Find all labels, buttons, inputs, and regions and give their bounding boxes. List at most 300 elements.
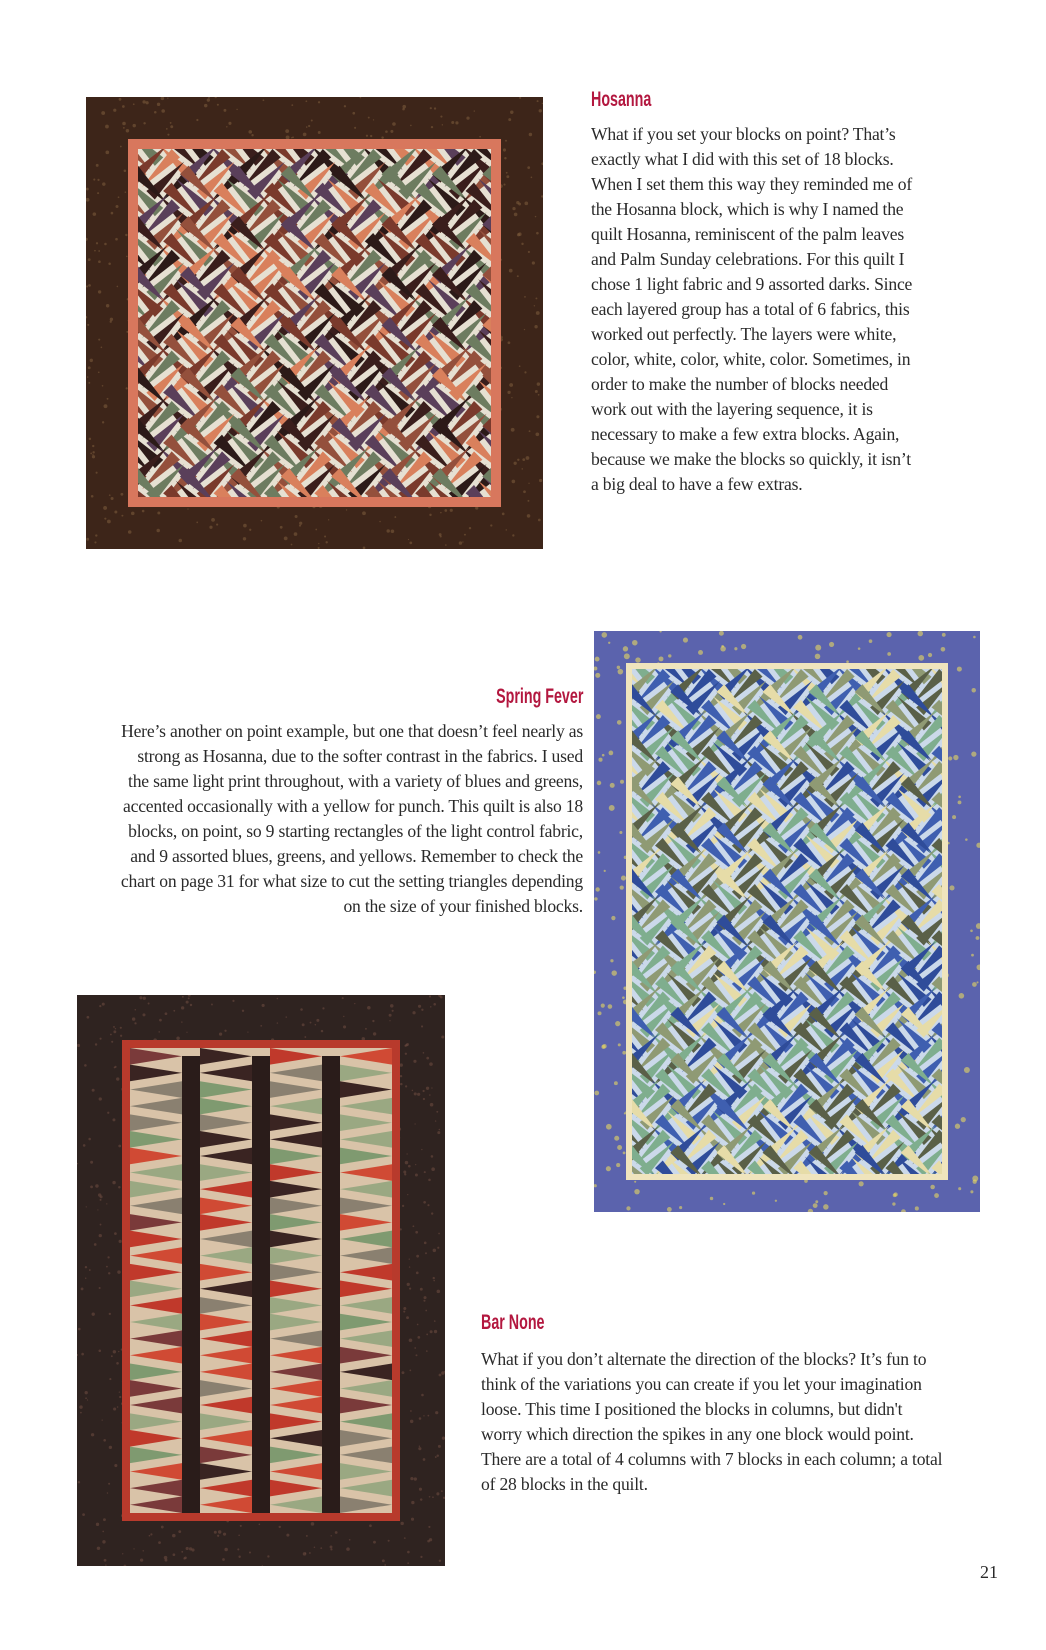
fabric-dot <box>103 506 107 510</box>
fabric-dot <box>407 1551 410 1554</box>
fabric-dot <box>416 1255 419 1258</box>
fabric-dot <box>279 1526 281 1528</box>
fabric-dot <box>125 191 127 193</box>
fabric-dot <box>318 543 319 544</box>
fabric-dot <box>596 887 600 891</box>
fabric-dot <box>528 251 530 253</box>
fabric-dot <box>277 998 279 1000</box>
fabric-dot <box>86 1206 87 1207</box>
fabric-dot <box>128 530 132 534</box>
fabric-dot <box>752 1192 755 1195</box>
fabric-dot <box>893 1193 897 1197</box>
paragraph-line: What if you don’t alternate the direction of the blocks? It’s fun to <box>481 1349 927 1369</box>
fabric-dot <box>186 1001 189 1004</box>
fabric-dot <box>527 500 529 502</box>
fabric-dot <box>423 1052 425 1054</box>
fabric-dot <box>614 1136 619 1141</box>
fabric-dot <box>635 657 640 662</box>
fabric-dot <box>87 376 89 378</box>
fabric-dot <box>594 1091 599 1096</box>
fabric-dot <box>126 256 128 258</box>
fabric-dot <box>83 1144 86 1147</box>
fabric-dot <box>366 135 368 137</box>
fabric-dot <box>535 432 539 436</box>
fabric-dot <box>411 1501 414 1504</box>
fabric-dot <box>506 529 508 531</box>
fabric-dot <box>97 192 99 194</box>
fabric-dot <box>243 524 247 528</box>
fabric-dot <box>232 1000 234 1002</box>
fabric-dot <box>320 1547 322 1549</box>
fabric-dot <box>315 1024 316 1025</box>
fabric-dot <box>120 146 122 148</box>
paragraph-line: and Palm Sunday celebrations. For this quilt I <box>591 249 905 269</box>
fabric-dot <box>538 394 540 396</box>
fabric-dot <box>92 1089 95 1092</box>
fabric-dot <box>416 1354 418 1356</box>
fabric-dot <box>87 1399 88 1400</box>
fabric-dot <box>429 1094 431 1096</box>
fabric-dot <box>407 1194 408 1195</box>
fabric-dot <box>623 1152 626 1155</box>
fabric-dot <box>407 1562 409 1564</box>
paragraph-line: When I set them this way they reminded me of <box>591 174 912 194</box>
fabric-dot <box>224 109 227 112</box>
fabric-dot <box>423 1098 425 1100</box>
fabric-dot <box>502 513 505 516</box>
fabric-dot <box>445 544 447 546</box>
fabric-dot <box>433 1003 436 1006</box>
fabric-dot <box>405 1085 407 1087</box>
fabric-dot <box>413 1060 416 1063</box>
fabric-dot <box>438 1445 441 1448</box>
fabric-dot <box>536 415 539 418</box>
fabric-dot <box>429 995 431 997</box>
fabric-dot <box>111 497 114 500</box>
fabric-dot <box>431 1087 432 1088</box>
fabric-dot <box>606 1166 611 1171</box>
fabric-dot <box>976 981 978 983</box>
fabric-dot <box>318 101 320 103</box>
fabric-dot <box>90 359 93 362</box>
fabric-dot <box>110 321 112 323</box>
fabric-dot <box>535 297 537 299</box>
fabric-dot <box>442 124 443 125</box>
fabric-dot <box>179 539 183 543</box>
fabric-dot <box>277 1022 278 1023</box>
fabric-dot <box>415 1231 418 1234</box>
fabric-dot <box>238 1556 240 1558</box>
fabric-dot <box>92 445 94 447</box>
quilt-sashing-bar <box>322 1056 340 1513</box>
fabric-dot <box>117 1270 120 1273</box>
fabric-dot <box>101 111 105 115</box>
fabric-dot <box>181 1021 182 1022</box>
fabric-dot <box>466 116 469 119</box>
fabric-dot <box>813 1203 818 1208</box>
fabric-dot <box>119 1396 121 1398</box>
fabric-dot <box>683 638 688 643</box>
fabric-dot <box>142 1013 145 1016</box>
fabric-dot <box>608 1004 613 1009</box>
fabric-dot <box>887 652 891 656</box>
fabric-dot <box>119 1391 120 1392</box>
fabric-dot <box>217 104 219 106</box>
fabric-dot <box>384 1564 386 1566</box>
fabric-dot <box>421 1149 422 1150</box>
fabric-dot <box>419 1417 422 1420</box>
fabric-dot <box>430 107 432 109</box>
fabric-dot <box>106 1203 107 1204</box>
fabric-dot <box>102 1531 104 1533</box>
fabric-dot <box>86 188 89 191</box>
fabric-dot <box>952 815 956 819</box>
fabric-dot <box>422 1090 424 1092</box>
fabric-dot <box>400 1522 403 1525</box>
fabric-dot <box>632 640 638 646</box>
fabric-dot <box>314 1546 316 1548</box>
fabric-dot <box>95 1184 98 1187</box>
fabric-dot <box>418 1447 421 1450</box>
fabric-dot <box>958 795 961 798</box>
fabric-dot <box>409 541 412 544</box>
fabric-dot <box>98 290 101 293</box>
fabric-dot <box>409 1338 413 1342</box>
fabric-dot <box>390 1004 393 1007</box>
fabric-dot <box>97 1209 98 1210</box>
fabric-dot <box>81 1353 84 1356</box>
fabric-dot <box>433 1249 436 1252</box>
fabric-dot <box>131 512 135 516</box>
fabric-dot <box>409 1370 411 1372</box>
fabric-dot <box>429 1538 432 1541</box>
fabric-dot <box>105 1564 106 1565</box>
fabric-dot <box>434 107 436 109</box>
fabric-dot <box>84 1064 87 1067</box>
fabric-dot <box>439 1560 441 1562</box>
fabric-dot <box>310 1022 312 1024</box>
fabric-dot <box>318 547 320 549</box>
fabric-dot <box>100 1195 103 1198</box>
fabric-dot <box>659 656 664 661</box>
fabric-dot <box>238 1534 240 1536</box>
fabric-dot <box>318 131 321 134</box>
paragraph-line: quilt Hosanna, reminiscent of the palm leaves <box>591 224 904 244</box>
fabric-dot <box>602 632 608 638</box>
fabric-dot <box>354 127 356 129</box>
fabric-dot <box>617 666 620 669</box>
fabric-dot <box>107 1492 108 1493</box>
fabric-dot <box>100 1199 102 1201</box>
fabric-dot <box>437 1454 439 1456</box>
fabric-dot <box>915 1206 919 1210</box>
fabric-dot <box>113 1350 116 1353</box>
fabric-dot <box>418 1005 421 1008</box>
fabric-dot <box>263 99 265 101</box>
fabric-dot <box>420 1498 422 1500</box>
fabric-dot <box>154 111 157 114</box>
fabric-dot <box>815 645 821 651</box>
fabric-dot <box>304 1036 306 1038</box>
fabric-dot <box>113 1030 116 1033</box>
fabric-dot <box>107 1112 109 1114</box>
fabric-dot <box>536 311 540 315</box>
fabric-dot <box>391 530 395 534</box>
fabric-dot <box>172 1534 176 1538</box>
fabric-dot <box>510 111 513 114</box>
fabric-dot <box>159 1019 162 1022</box>
fabric-dot <box>403 1170 406 1173</box>
fabric-dot <box>542 103 543 104</box>
fabric-dot <box>421 1025 423 1027</box>
fabric-dot <box>157 103 160 106</box>
fabric-dot <box>508 341 511 344</box>
fabric-dot <box>295 515 298 518</box>
fabric-dot <box>292 136 294 138</box>
fabric-dot <box>120 493 123 496</box>
fabric-dot <box>96 164 99 167</box>
fabric-dot <box>207 99 210 102</box>
fabric-dot <box>958 1187 961 1190</box>
fabric-dot <box>167 134 169 136</box>
fabric-dot <box>300 1008 303 1011</box>
fabric-dot <box>189 1547 192 1550</box>
paragraph-line: on the size of your finished blocks. <box>343 896 583 916</box>
fabric-dot <box>512 207 515 210</box>
spring-fever-heading: Spring Fever <box>495 685 583 708</box>
fabric-dot <box>196 522 198 524</box>
fabric-dot <box>506 175 509 178</box>
fabric-dot <box>615 1021 620 1026</box>
fabric-dot <box>98 260 101 263</box>
fabric-dot <box>88 258 91 261</box>
fabric-dot <box>97 179 99 181</box>
fabric-dot <box>414 1092 417 1095</box>
fabric-dot <box>170 125 173 128</box>
fabric-dot <box>451 121 454 124</box>
fabric-dot <box>402 1205 404 1207</box>
fabric-dot <box>400 1075 402 1077</box>
fabric-dot <box>622 996 625 999</box>
fabric-dot <box>412 1090 414 1092</box>
fabric-dot <box>403 1311 405 1313</box>
fabric-dot <box>417 1324 419 1326</box>
fabric-dot <box>299 522 302 525</box>
fabric-dot <box>609 805 615 811</box>
fabric-dot <box>859 1181 864 1186</box>
paragraph-line: chart on page 31 for what size to cut the setting triangles depending <box>120 871 583 891</box>
fabric-dot <box>424 1296 427 1299</box>
fabric-dot <box>414 1347 416 1349</box>
fabric-dot <box>617 720 622 725</box>
fabric-dot <box>509 269 513 273</box>
fabric-dot <box>392 122 396 126</box>
fabric-dot <box>429 1496 431 1498</box>
fabric-dot <box>309 1552 311 1554</box>
fabric-dot <box>506 172 508 174</box>
fabric-dot <box>113 109 116 112</box>
fabric-dot <box>606 1124 612 1130</box>
fabric-dot <box>527 166 530 169</box>
fabric-dot <box>741 644 746 649</box>
fabric-dot <box>423 1300 425 1302</box>
fabric-dot <box>508 118 511 121</box>
fabric-dot <box>526 456 530 460</box>
fabric-dot <box>930 1185 935 1190</box>
fabric-dot <box>444 509 447 512</box>
fabric-dot <box>416 1272 419 1275</box>
fabric-dot <box>91 495 94 498</box>
fabric-dot <box>535 390 538 393</box>
fabric-dot <box>408 1165 411 1168</box>
fabric-dot <box>344 105 346 107</box>
fabric-dot <box>964 1067 970 1073</box>
fabric-dot <box>597 781 602 786</box>
fabric-dot <box>248 130 252 134</box>
fabric-dot <box>108 263 111 266</box>
fabric-dot <box>109 1446 112 1449</box>
fabric-dot <box>421 1009 423 1011</box>
fabric-dot <box>369 1524 372 1527</box>
fabric-dot <box>411 1518 414 1521</box>
fabric-dot <box>88 1138 91 1141</box>
fabric-dot <box>373 1541 376 1544</box>
fabric-dot <box>469 527 471 529</box>
fabric-dot <box>511 428 515 432</box>
fabric-dot <box>620 780 624 784</box>
fabric-dot <box>404 1173 406 1175</box>
fabric-dot <box>957 667 962 672</box>
fabric-dot <box>184 1556 187 1559</box>
paragraph-line: worked out perfectly. The layers were white, <box>591 324 897 344</box>
paragraph-line: chose 1 light fabric and 9 assorted darks. Since <box>591 274 913 294</box>
fabric-dot <box>409 1266 410 1267</box>
fabric-dot <box>85 1391 88 1394</box>
fabric-dot <box>98 1349 101 1352</box>
fabric-dot <box>512 534 514 536</box>
fabric-dot <box>342 997 344 999</box>
fabric-dot <box>710 1197 713 1200</box>
fabric-dot <box>405 1044 408 1047</box>
hosanna-heading: Hosanna <box>591 88 652 111</box>
fabric-dot <box>165 1012 168 1015</box>
fabric-dot <box>236 109 237 110</box>
fabric-dot <box>113 1407 116 1410</box>
fabric-dot <box>972 982 977 987</box>
fabric-dot <box>96 1523 99 1526</box>
fabric-dot <box>970 1190 973 1193</box>
fabric-dot <box>959 993 965 999</box>
fabric-dot <box>537 382 540 385</box>
fabric-dot <box>535 216 536 217</box>
fabric-dot <box>723 1203 725 1205</box>
fabric-dot <box>78 1328 81 1331</box>
fabric-dot <box>734 647 737 650</box>
fabric-dot <box>187 508 188 509</box>
fabric-dot <box>110 318 113 321</box>
fabric-dot <box>501 336 503 338</box>
fabric-dot <box>77 1044 80 1047</box>
fabric-dot <box>99 1097 102 1100</box>
fabric-dot <box>507 391 510 394</box>
fabric-dot <box>410 1410 412 1412</box>
fabric-dot <box>434 1320 436 1322</box>
fabric-dot <box>424 1242 427 1245</box>
fabric-dot <box>624 653 630 659</box>
fabric-dot <box>420 1288 423 1291</box>
fabric-dot <box>490 524 492 526</box>
fabric-dot <box>286 1534 289 1537</box>
fabric-dot <box>102 421 104 423</box>
fabric-dot <box>622 1051 626 1055</box>
fabric-dot <box>335 1531 338 1534</box>
fabric-dot <box>409 1258 410 1259</box>
fabric-dot <box>85 1266 87 1268</box>
fabric-dot <box>423 1415 424 1416</box>
fabric-dot <box>365 1028 367 1030</box>
fabric-dot <box>971 954 974 957</box>
fabric-dot <box>93 212 97 216</box>
fabric-dot <box>406 1316 409 1319</box>
fabric-dot <box>173 1553 176 1556</box>
fabric-dot <box>98 371 100 373</box>
fabric-dot <box>98 339 100 341</box>
fabric-dot <box>211 1004 213 1006</box>
fabric-dot <box>521 468 523 470</box>
fabric-dot <box>87 1016 90 1019</box>
fabric-dot <box>117 1406 119 1408</box>
fabric-dot <box>99 1234 102 1237</box>
fabric-dot <box>435 1456 437 1458</box>
fabric-dot <box>504 184 506 186</box>
fabric-dot <box>961 1117 966 1122</box>
fabric-dot <box>96 242 98 244</box>
fabric-dot <box>89 438 91 440</box>
fabric-dot <box>602 754 605 757</box>
fabric-dot <box>182 996 184 998</box>
fabric-dot <box>440 512 442 514</box>
quilt-sashing-bar <box>182 1056 200 1513</box>
fabric-dot <box>410 125 412 127</box>
fabric-dot <box>88 284 91 287</box>
fabric-dot <box>126 387 128 389</box>
fabric-dot <box>302 1023 305 1026</box>
fabric-dot <box>165 1559 168 1562</box>
fabric-dot <box>450 509 453 512</box>
fabric-dot <box>524 371 526 373</box>
fabric-dot <box>328 519 329 520</box>
fabric-dot <box>330 1545 333 1548</box>
fabric-dot <box>102 1540 105 1543</box>
fabric-dot <box>521 243 523 245</box>
fabric-dot <box>529 133 532 136</box>
fabric-dot <box>970 929 973 932</box>
fabric-dot <box>119 1240 122 1243</box>
fabric-dot <box>204 104 207 107</box>
fabric-dot <box>616 1163 620 1167</box>
fabric-dot <box>111 212 114 215</box>
fabric-dot <box>417 1336 420 1339</box>
fabric-dot <box>91 1433 94 1436</box>
fabric-dot <box>410 1477 413 1480</box>
fabric-dot <box>428 1526 430 1528</box>
fabric-dot <box>798 635 803 640</box>
fabric-dot <box>518 203 521 206</box>
fabric-dot <box>430 1103 434 1107</box>
fabric-dot <box>95 534 97 536</box>
fabric-dot <box>419 1445 420 1446</box>
fabric-dot <box>949 885 954 890</box>
